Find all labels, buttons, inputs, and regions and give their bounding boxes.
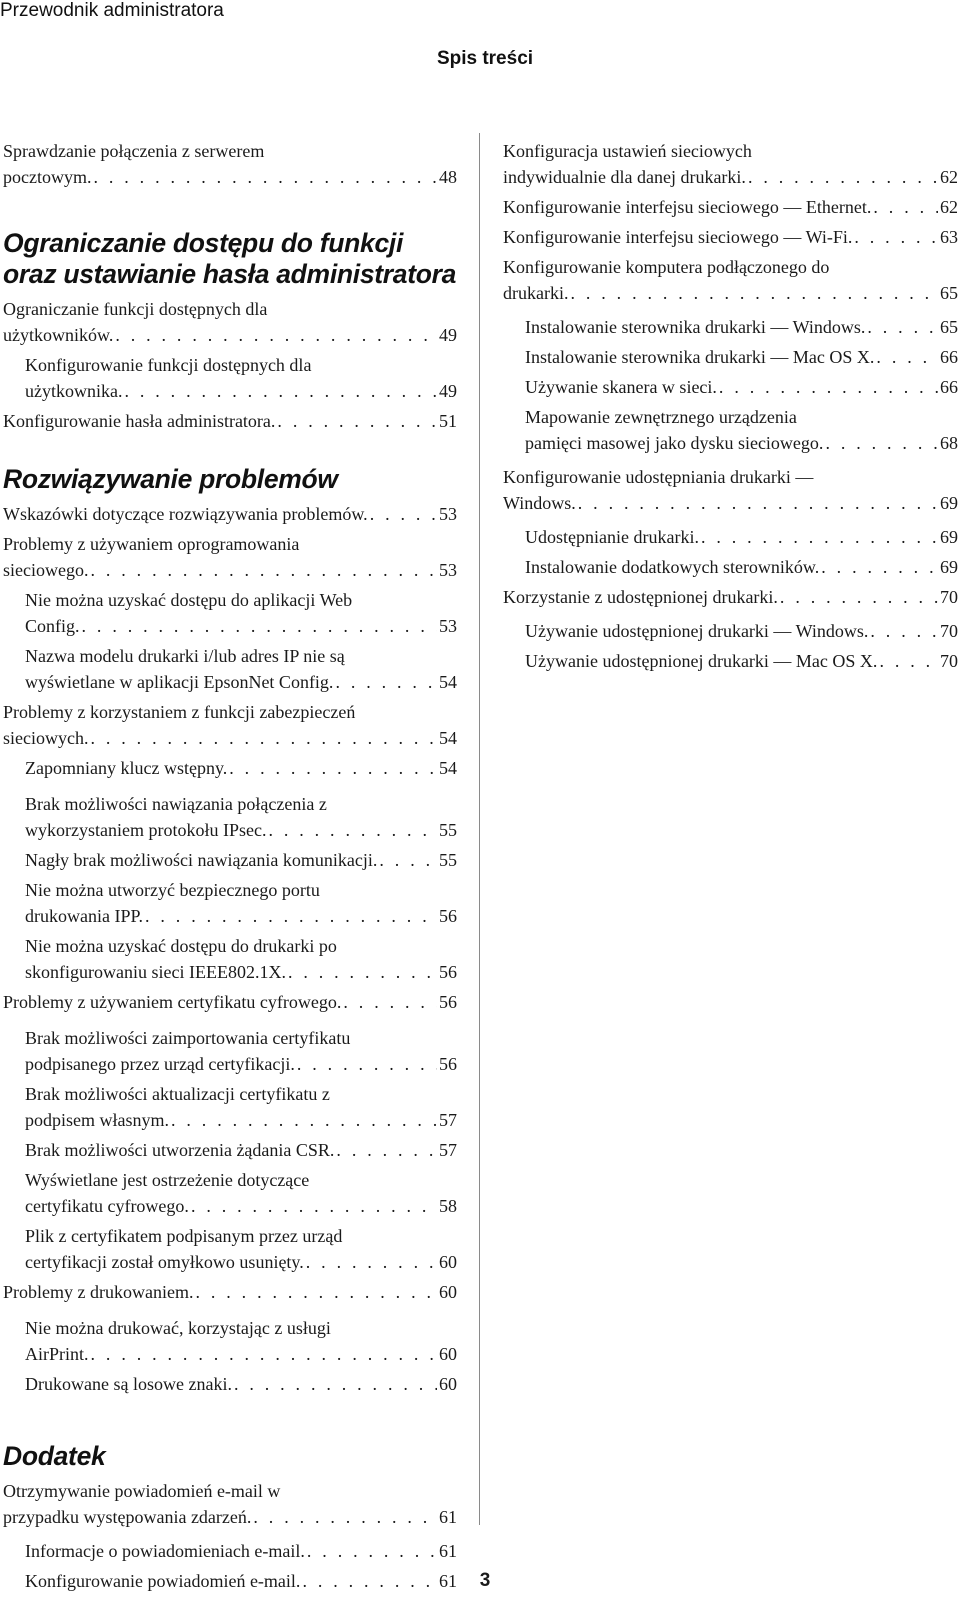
toc-entry-text: certyfikacji został omyłkowo usunięty. — [25, 1252, 304, 1272]
toc-entry[interactable] — [503, 138, 958, 190]
toc-entry-text: Korzystanie z udostępnionej drukarki. — [503, 587, 778, 607]
toc-section-title: Ograniczanie dostępu do funkcji oraz ustawianie hasła administratora — [3, 228, 457, 289]
toc-entry[interactable] — [503, 584, 958, 610]
toc-leader-dots — [335, 669, 437, 695]
toc-page-number: 60 — [439, 1282, 457, 1302]
toc-page-number: 55 — [439, 850, 457, 870]
toc-entry-text: użytkownika. — [25, 381, 123, 401]
toc-leader-dots — [90, 725, 437, 751]
toc-page-number: 56 — [439, 962, 457, 982]
toc-leader-dots — [93, 164, 437, 190]
toc-page-number: 53 — [439, 504, 457, 524]
toc-leader-dots — [229, 755, 437, 781]
toc-section-title: Dodatek — [3, 1441, 106, 1471]
toc-section-title: Rozwiązywanie problemów — [3, 464, 338, 494]
toc-entry-text: wykorzystaniem protokołu IPsec. — [25, 820, 267, 840]
toc-page-number: 70 — [940, 587, 958, 607]
toc-entry[interactable] — [3, 587, 457, 639]
toc-entry-text: Brak możliwości utworzenia żądania CSR. — [25, 1140, 335, 1160]
toc-entry-text: Nie można uzyskać dostępu do aplikacji Web — [25, 590, 353, 610]
toc-entry-text: Problemy z używaniem certyfikatu cyfrowego. — [3, 992, 342, 1012]
toc-leader-dots — [748, 164, 938, 190]
toc-leader-dots — [145, 903, 437, 929]
toc-leader-dots — [719, 374, 938, 400]
toc-entry-text: Brak możliwości aktualizacji certyfikatu z — [25, 1084, 330, 1104]
toc-leader-dots — [379, 847, 437, 873]
toc-leader-dots — [253, 1504, 437, 1530]
toc-entry[interactable] — [3, 138, 457, 190]
toc-leader-dots — [879, 648, 938, 674]
toc-page-number: 69 — [940, 493, 958, 513]
toc-entry-text: Konfiguracja ustawień sieciowych — [503, 141, 752, 161]
toc-entry-text: Instalowanie sterownika drukarki — Mac OS X. — [525, 347, 875, 367]
toc-leader-dots — [268, 817, 437, 843]
toc-leader-dots — [191, 1193, 437, 1219]
toc-entry[interactable] — [503, 554, 958, 580]
toc-leader-dots — [876, 344, 938, 370]
toc-entry-text: Wyświetlane jest ostrzeżenie dotyczące — [25, 1170, 310, 1190]
toc-entry-text: przypadku występowania zdarzeń. — [3, 1507, 252, 1527]
toc-entry[interactable] — [503, 314, 958, 340]
toc-entry-text: drukowania IPP. — [25, 906, 143, 926]
toc-entry[interactable] — [3, 989, 457, 1015]
toc-entry-text: AirPrint. — [25, 1344, 89, 1364]
toc-entry-text: Używanie skanera w sieci. — [525, 377, 717, 397]
toc-leader-dots — [370, 501, 437, 527]
toc-entry-text: Wskazówki dotyczące rozwiązywania problemów. — [3, 504, 368, 524]
toc-heading: Spis treści — [436, 48, 534, 69]
toc-entry-text: Ograniczanie funkcji dostępnych dla — [3, 299, 268, 319]
toc-leader-dots — [306, 1249, 437, 1275]
page-number: 3 — [479, 1570, 491, 1591]
toc-page-number: 56 — [439, 906, 457, 926]
toc-entry-text: podpisanego przez urząd certyfikacji. — [25, 1054, 295, 1074]
toc-entry-text: Używanie udostępnionej drukarki — Mac OS X. — [525, 651, 878, 671]
toc-entry[interactable] — [503, 464, 958, 516]
toc-entry-text: certyfikatu cyfrowego. — [25, 1196, 189, 1216]
toc-leader-dots — [234, 1371, 437, 1397]
toc-entry[interactable] — [3, 1081, 457, 1133]
toc-entry-text: Plik z certyfikatem podpisanym przez urząd — [25, 1226, 343, 1246]
toc-entry-text: Brak możliwości nawiązania połączenia z — [25, 794, 327, 814]
toc-page-number: 54 — [439, 672, 457, 692]
toc-page-number: 69 — [940, 527, 958, 547]
toc-leader-dots — [825, 430, 938, 456]
toc-leader-dots — [297, 1051, 437, 1077]
toc-entry-text: Instalowanie sterownika drukarki — Windows. — [525, 317, 866, 337]
toc-leader-dots — [701, 524, 938, 550]
toc-page-number: 57 — [439, 1140, 457, 1160]
toc-leader-dots — [307, 1538, 437, 1564]
toc-entry[interactable] — [3, 1315, 457, 1367]
toc-page-number: 49 — [439, 325, 457, 345]
toc-right-column — [503, 138, 958, 678]
toc-section — [503, 138, 958, 674]
toc-entry-text: wyświetlane w aplikacji EpsonNet Config. — [25, 672, 334, 692]
toc-entry-text: Informacje o powiadomieniach e-mail. — [25, 1541, 305, 1561]
toc-entry-text: skonfigurowaniu sieci IEEE802.1X. — [25, 962, 286, 982]
toc-entry-text: Mapowanie zewnętrznego urządzenia — [525, 407, 797, 427]
toc-entry-text: sieciowego. — [3, 560, 89, 580]
toc-leader-dots — [578, 490, 938, 516]
toc-leader-dots — [288, 959, 437, 985]
toc-entry[interactable] — [3, 847, 457, 873]
toc-entry-text: Udostępnianie drukarki. — [525, 527, 699, 547]
toc-page-number: 54 — [439, 758, 457, 778]
toc-page-number: 53 — [439, 616, 457, 636]
toc-page-number: 54 — [439, 728, 457, 748]
toc-leader-dots — [780, 584, 938, 610]
toc-entry[interactable] — [503, 254, 958, 306]
toc-entry-text: Używanie udostępnionej drukarki — Windows. — [525, 621, 869, 641]
toc-entry[interactable] — [503, 404, 958, 456]
toc-entry-text: Config. — [25, 616, 80, 636]
toc-leader-dots — [277, 408, 437, 434]
toc-entry[interactable] — [3, 408, 457, 434]
toc-page-number: 56 — [439, 992, 457, 1012]
toc-page-number: 53 — [439, 560, 457, 580]
toc-entry-text: Konfigurowanie interfejsu sieciowego — Ethernet. — [503, 197, 872, 217]
toc-entry-text: Nazwa modelu drukarki i/lub adres IP nie są — [25, 646, 345, 666]
toc-leader-dots — [570, 280, 938, 306]
toc-entry-text: podpisem własnym. — [25, 1110, 169, 1130]
toc-entry[interactable] — [3, 296, 457, 348]
toc-section — [3, 138, 457, 190]
toc-leader-dots — [336, 1137, 437, 1163]
toc-entry-text: Problemy z drukowaniem. — [3, 1282, 194, 1302]
toc-section — [3, 464, 457, 1397]
toc-leader-dots — [82, 613, 437, 639]
toc-entry[interactable] — [3, 699, 457, 751]
toc-leader-dots — [870, 618, 938, 644]
toc-entry-text: Konfigurowanie interfejsu sieciowego — Wi-Fi. — [503, 227, 853, 247]
toc-leader-dots — [124, 378, 437, 404]
toc-page-number: 58 — [439, 1196, 457, 1216]
toc-leader-dots — [91, 1341, 437, 1367]
toc-page-number: 65 — [940, 317, 958, 337]
toc-entry-text: Konfigurowanie powiadomień e-mail. — [25, 1571, 301, 1591]
toc-leader-dots — [195, 1279, 437, 1305]
toc-leader-dots — [873, 194, 938, 220]
toc-page-number: 70 — [940, 621, 958, 641]
toc-page-number: 57 — [439, 1110, 457, 1130]
toc-page-number: 60 — [439, 1252, 457, 1272]
toc-entry-text: Nie można drukować, korzystając z usługi — [25, 1318, 331, 1338]
toc-entry-text: Nie można uzyskać dostępu do drukarki po — [25, 936, 337, 956]
toc-entry[interactable] — [3, 1371, 457, 1397]
toc-page-number: 48 — [439, 167, 457, 187]
toc-entry-text: Drukowane są losowe znaki. — [25, 1374, 232, 1394]
toc-page-number: 56 — [439, 1054, 457, 1074]
toc-entry[interactable] — [3, 352, 457, 404]
toc-entry[interactable] — [503, 648, 958, 674]
toc-entry-text: pamięci masowej jako dysku sieciowego. — [525, 433, 824, 453]
toc-leader-dots — [867, 314, 938, 340]
toc-section — [3, 228, 457, 434]
toc-entry[interactable] — [3, 643, 457, 695]
toc-entry[interactable] — [3, 877, 457, 929]
toc-page-number: 70 — [940, 651, 958, 671]
toc-entry-text: Konfigurowanie komputera podłączonego do — [503, 257, 830, 277]
toc-entry[interactable] — [503, 618, 958, 644]
toc-page-number: 61 — [439, 1571, 457, 1591]
toc-leader-dots — [821, 554, 938, 580]
toc-entry[interactable] — [3, 1478, 457, 1530]
toc-entry-text: Nagły brak możliwości nawiązania komunikacji. — [25, 850, 378, 870]
toc-entry[interactable] — [503, 344, 958, 370]
toc-entry-text: Sprawdzanie połączenia z serwerem — [3, 141, 265, 161]
toc-entry-text: pocztowym. — [3, 167, 92, 187]
toc-entry-text: Windows. — [503, 493, 576, 513]
toc-entry-text: Nie można utworzyć bezpiecznego portu — [25, 880, 320, 900]
toc-entry-text: indywidualnie dla danej drukarki. — [503, 167, 746, 187]
toc-entry[interactable] — [3, 933, 457, 985]
toc-entry-text: Konfigurowanie udostępniania drukarki — — [503, 467, 814, 487]
toc-page-number: 60 — [439, 1374, 457, 1394]
toc-entry[interactable] — [503, 194, 958, 220]
toc-entry[interactable] — [503, 374, 958, 400]
toc-entry-text: Otrzymywanie powiadomień e-mail w — [3, 1481, 281, 1501]
toc-page-number: 68 — [940, 433, 958, 453]
toc-entry-text: Instalowanie dodatkowych sterowników. — [525, 557, 820, 577]
toc-page-number: 60 — [439, 1344, 457, 1364]
toc-entry[interactable] — [3, 501, 457, 527]
toc-page-number: 66 — [940, 377, 958, 397]
toc-entry[interactable] — [3, 1538, 457, 1564]
toc-entry-text: Konfigurowanie hasła administratora. — [3, 411, 276, 431]
toc-page-number: 61 — [439, 1541, 457, 1561]
toc-page-number: 55 — [439, 820, 457, 840]
toc-entry[interactable] — [3, 1167, 457, 1219]
toc-entry-text: drukarki. — [503, 283, 569, 303]
toc-entry[interactable] — [3, 1279, 457, 1305]
toc-page-number: 49 — [439, 381, 457, 401]
toc-entry[interactable] — [503, 524, 958, 550]
toc-entry-text: użytkowników. — [3, 325, 114, 345]
toc-page-number: 63 — [940, 227, 958, 247]
toc-entry-text: Brak możliwości zaimportowania certyfikatu — [25, 1028, 351, 1048]
toc-leader-dots — [115, 322, 437, 348]
toc-entry-text: Problemy z używaniem oprogramowania — [3, 534, 300, 554]
toc-page-number: 62 — [940, 197, 958, 217]
toc-page-number: 66 — [940, 347, 958, 367]
toc-leader-dots — [90, 557, 437, 583]
toc-page-number: 65 — [940, 283, 958, 303]
toc-entry[interactable] — [503, 224, 958, 250]
toc-entry[interactable] — [3, 1137, 457, 1163]
toc-entry-text: Zapomniany klucz wstępny. — [25, 758, 228, 778]
column-divider — [479, 133, 480, 1525]
toc-page-number: 62 — [940, 167, 958, 187]
toc-page-number: 61 — [439, 1507, 457, 1527]
toc-entry-text: sieciowych. — [3, 728, 89, 748]
toc-entry[interactable] — [3, 1223, 457, 1275]
toc-entry-text: Konfigurowanie funkcji dostępnych dla — [25, 355, 312, 375]
toc-entry[interactable] — [3, 1025, 457, 1077]
toc-page-number: 51 — [439, 411, 457, 431]
toc-entry[interactable] — [3, 755, 457, 781]
document-title: Przewodnik administratora — [0, 0, 224, 21]
toc-leader-dots — [343, 989, 437, 1015]
toc-entry[interactable] — [3, 791, 457, 843]
toc-entry-text: Problemy z korzystaniem z funkcji zabezpieczeń — [3, 702, 356, 722]
toc-leader-dots — [171, 1107, 437, 1133]
toc-leader-dots — [854, 224, 938, 250]
toc-entry[interactable] — [3, 531, 457, 583]
toc-left-column — [3, 138, 457, 1598]
toc-page-number: 69 — [940, 557, 958, 577]
